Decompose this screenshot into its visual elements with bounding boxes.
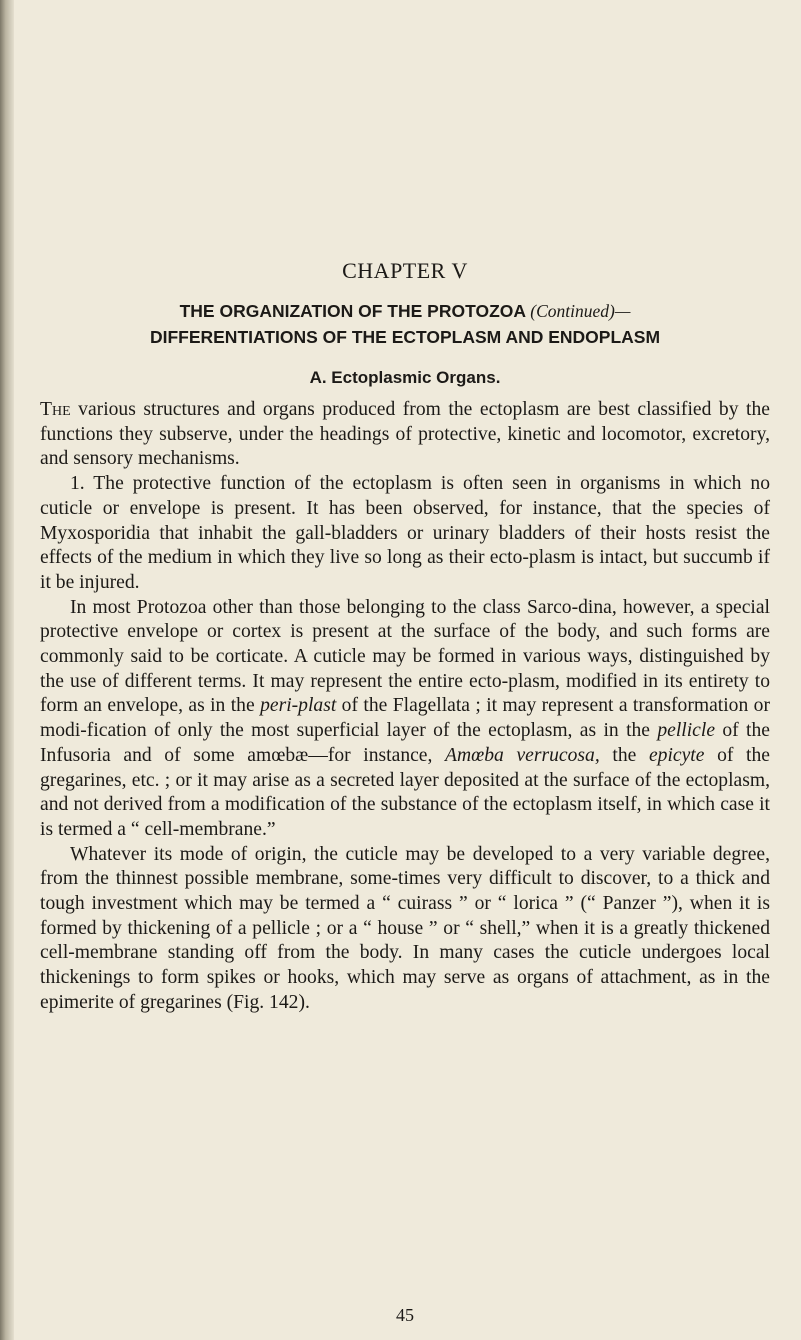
section-heading: A. Ectoplasmic Organs. <box>309 368 501 387</box>
paragraph-3-text-5: of the gregarines, etc. ; or it may arise as a secreted layer deposited at the surface of the ectoplasm, and not derived from a modification of the substance of the ectoplasm itself, in which case it is termed a “ cell-membrane.” <box>40 744 770 840</box>
body-text <box>40 398 770 1016</box>
term-amoeba-verrucosa: Amœba verrucosa, <box>445 744 600 766</box>
chapter-heading: CHAPTER V <box>342 258 468 283</box>
paragraph-3-text-2: of the Flagellata ; it may represent a transformation or modi-fication of only the most superficial layer of the ectoplasm, as in the <box>40 695 770 742</box>
term-periplast: peri-plast <box>260 695 337 717</box>
chapter-title-line-2: DIFFERENTIATIONS OF THE ECTOPLASM AND ENDOPLASM <box>149 327 661 347</box>
term-pellicle: pellicle <box>657 720 716 742</box>
paragraph-1-lead: The <box>40 399 71 420</box>
paragraph-1-text: various structures and organs produced from the ectoplasm are best classified by the functions they subserve, under the headings of protective, kinetic and locomotor, excretory, and sensory mechanisms. <box>40 399 770 470</box>
paragraph-3-text-1: In most Protozoa other than those belonging to the class Sarco-dina, however, a special protective envelope or cortex is present at the surface of the body, and such forms are commonly said to be corticate. A cuticle may be formed in various ways, distinguished by the use of different terms. It may represent the entire ecto-plasm, modified in its entirety to form an envelope, as in the <box>40 596 770 717</box>
paragraph-3-text-4: the <box>599 744 649 766</box>
term-epicyte: epicyte <box>648 744 705 766</box>
chapter-title-continued: (Continued)— <box>530 301 631 321</box>
chapter-title-main: THE ORGANIZATION OF THE PROTOZOA <box>179 301 526 321</box>
chapter-title <box>40 298 770 350</box>
paragraph-4: Whatever its mode of origin, the cuticle may be developed to a very variable degree, from the thinnest possible membrane, some-times very difficult to discover, to a thick and tough investment which may be termed a “ cuirass ” or “ lorica ” (“ Panzer ”), when it is formed by thickening of a pellicle ; or a “ house ” or “ shell,” when it is a greatly thickened cell-membrane standing off from the body. In many cases the cuticle undergoes local thickenings to form spikes or hooks, which may serve as organs of attachment, as in the epimerite of gregarines (Fig. 142). <box>40 843 770 1013</box>
paragraph-2: 1. The protective function of the ectoplasm is often seen in organisms in which no cuticle or envelope is present. It has been observed, for instance, that the species of Myxosporidia that inhabit the gall-bladders or urinary bladders of their hosts resist the effects of the medium in which they live so long as their ecto-plasm is intact, but succumb if it be injured. <box>40 473 770 593</box>
paragraph-1 <box>40 398 770 472</box>
paragraph-3-text-3: of the Infusoria and of some amœbæ—for instance, <box>40 720 770 766</box>
page-number: 45 <box>396 1305 414 1325</box>
page-binding-edge <box>0 0 14 1340</box>
chapter-title-line-1 <box>40 298 770 324</box>
book-page <box>40 0 770 1340</box>
paragraph-3 <box>40 596 770 843</box>
